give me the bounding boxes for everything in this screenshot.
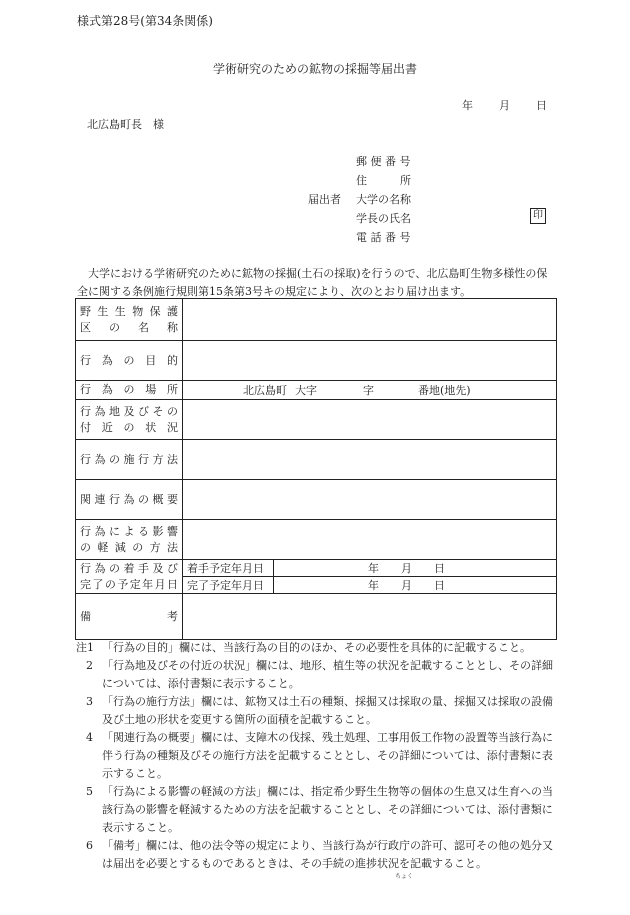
intro-paragraph: 大学における学術研究のために鉱物の採掘(土石の採取)を行うので、北広島町生物多様性の保全に関する条例施行規則第15条第3号キの規定により、次のとおり届け出ます。 [77,267,548,298]
table-row [76,480,557,520]
end-date-value[interactable]: 年 月 日 [274,577,557,594]
president-name-label: 学長の氏名 [356,212,411,225]
remarks-value[interactable] [183,594,557,640]
applicant-header: 届出者 [308,193,341,206]
related-acts-label: 関連行為の概要 [76,480,183,520]
address-label: 住 所 [356,174,411,187]
note-item: 注1 「行為の目的」欄には、当該行為の目的のほか、その必要性を具体的に記載すること。 [76,641,531,654]
note-item: 4 「関連行為の概要」欄には、支障木の伐採、残土処理、工事用仮工作物の設置等当該行為に伴う行為の種類及びその施行方法を記載することとし、その詳細については、添付書類に表示すること。 [86,731,553,780]
purpose-label: 行為の目的 [76,341,183,381]
location-aza: 字 [363,384,374,397]
note-item: 5 「行為による影響の軽減の方法」欄には、指定希少野生生物等の個体の生息又は生育への当該行為の影響を軽減するための方法を記載することとし、その詳細については、添付書類に表示すること。 [86,785,553,834]
table-row [76,594,557,640]
table-row [76,520,557,560]
related-acts-value[interactable] [183,480,557,520]
table-row [76,341,557,381]
seal-mark: 印 [530,208,546,224]
phone-label: 電 話 番 号 [356,231,411,244]
table-row [76,560,557,577]
purpose-value[interactable] [183,341,557,381]
end-date-label: 完了予定年月日 [183,577,274,594]
form-number: 様式第28号(第34条関係) [77,14,213,28]
mitigation-value[interactable] [183,520,557,560]
note-item: 6 「備考」欄には、他の法令等の規定により、当該行為が行政庁の許可、認可その他の処分又は届出を必要とするものであるときは、その手続の進捗状況を記載すること。 [86,839,553,870]
protected-area-label: 野生生物保護 区の名称 [76,299,183,341]
note-item: 2 「行為地及びその付近の状況」欄には、地形、植生等の状況を記載することとし、その詳細については、添付書類に表示すること。 [86,659,553,690]
protected-area-value[interactable] [183,299,557,341]
notification-table [75,298,557,640]
recipient: 北広島町長 様 [87,118,164,131]
location-label: 行為の場所 [76,381,183,400]
note-item: 3 「行為の施行方法」欄には、鉱物又は土石の種類、採掘又は採取の量、採掘又は採取の設備及び土地の形状を変更する箇所の面積を記載すること。 [86,695,553,726]
table-row [76,400,557,440]
university-name-label: 大学の名称 [356,193,411,206]
method-label: 行為の施行方法 [76,440,183,480]
notes-section [77,639,557,873]
location-town: 北広島町 [243,384,287,397]
table-row [76,440,557,480]
date-day-label: 日 [536,99,547,112]
location-value[interactable] [183,381,557,400]
surroundings-value[interactable] [183,400,557,440]
start-date-label: 着手予定年月日 [183,560,274,577]
method-value[interactable] [183,440,557,480]
table-row [76,299,557,341]
schedule-label: 行為の着手及び 完了の予定年月日 [76,560,183,594]
postal-code-label: 郵 便 番 号 [356,155,411,168]
table-row [76,381,557,400]
page-title: 学術研究のための鉱物の採掘等届出書 [212,62,417,76]
ruby-annotation: ちょく [395,873,414,880]
start-date-value[interactable]: 年 月 日 [274,560,557,577]
mitigation-label: 行為による影響 の軽減の方法 [76,520,183,560]
location-oaza: 大字 [295,384,317,397]
date-month-label: 月 [499,99,510,112]
location-banchi: 番地(地先) [418,384,471,397]
surroundings-label: 行為地及びその 付近の状況 [76,400,183,440]
remarks-label: 備 考 [76,594,183,640]
date-year-label: 年 [462,99,473,112]
